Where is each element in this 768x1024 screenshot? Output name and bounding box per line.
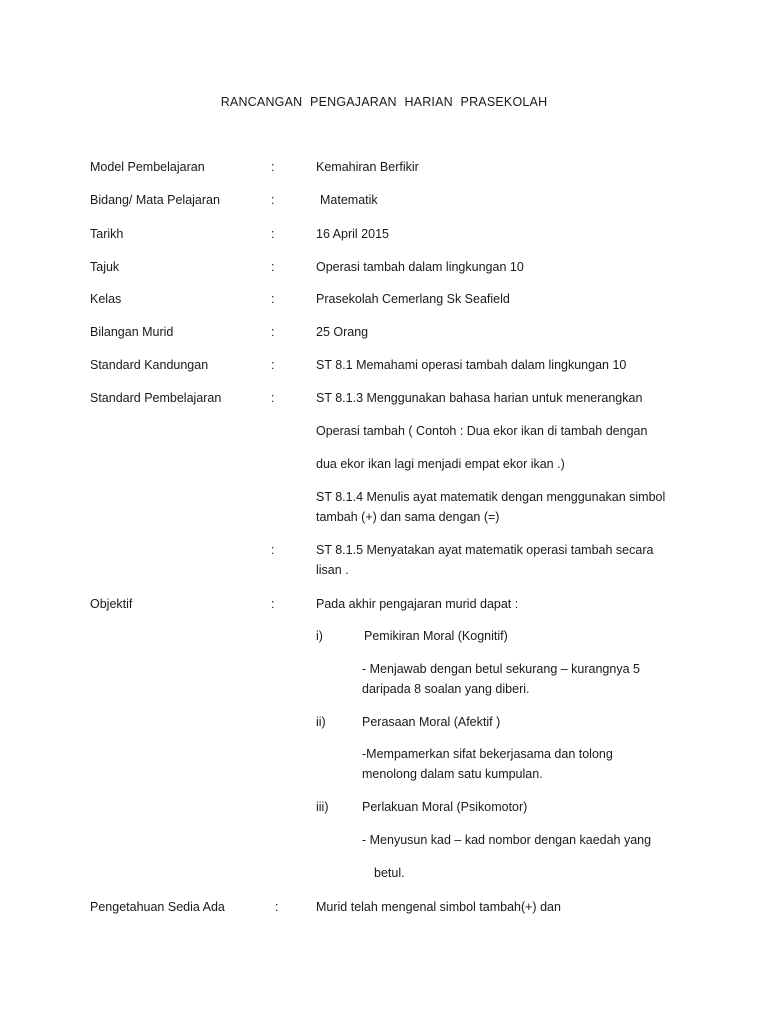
kelas-colon: : — [271, 292, 275, 306]
kelas-label: Kelas — [90, 292, 122, 306]
sp-line: ST 8.1.3 Menggunakan bahasa harian untuk menerangkan — [316, 391, 643, 405]
tarikh-colon: : — [271, 227, 275, 241]
sp-line: dua ekor ikan lagi menjadi empat ekor ikan .) — [316, 457, 565, 471]
standard-kandungan-colon: : — [271, 358, 275, 372]
objektif-item-line: menolong dalam satu kumpulan. — [362, 767, 543, 781]
sp-line: Operasi tambah ( Contoh : Dua ekor ikan di tambah dengan — [316, 424, 648, 438]
sp-line: lisan . — [316, 563, 349, 577]
sp-extra-colon: : — [271, 543, 275, 557]
sp-line: ST 8.1.4 Menulis ayat matematik dengan menggunakan simbol — [316, 490, 666, 504]
pengetahuan-value: Murid telah mengenal simbol tambah(+) dan — [316, 900, 561, 914]
standard-kandungan-value: ST 8.1 Memahami operasi tambah dalam lingkungan 10 — [316, 358, 627, 372]
objektif-item-line: -Mempamerkan sifat bekerjasama dan tolong — [362, 747, 613, 761]
bidang-colon: : — [271, 193, 275, 207]
objektif-item-number: ii) — [316, 715, 326, 729]
sp-line: ST 8.1.5 Menyatakan ayat matematik operasi tambah secara — [316, 543, 654, 557]
objektif-item-line: betul. — [374, 866, 405, 880]
bidang-value: Matematik — [320, 193, 378, 207]
bilangan-value: 25 Orang — [316, 325, 369, 339]
page-title: RANCANGAN PENGAJARAN HARIAN PRASEKOLAH — [220, 95, 548, 109]
sp-line: tambah (+) dan sama dengan (=) — [316, 510, 500, 524]
objektif-intro: Pada akhir pengajaran murid dapat : — [316, 597, 519, 611]
tarikh-label: Tarikh — [90, 227, 124, 241]
objektif-label: Objektif — [90, 597, 133, 611]
standard-pembelajaran-label: Standard Pembelajaran — [90, 391, 222, 405]
standard-pembelajaran-colon: : — [271, 391, 275, 405]
bidang-label: Bidang/ Mata Pelajaran — [90, 193, 220, 207]
bilangan-colon: : — [271, 325, 275, 339]
tajuk-label: Tajuk — [90, 260, 120, 274]
objektif-item-number: iii) — [316, 800, 329, 814]
objektif-item-heading: Perlakuan Moral (Psikomotor) — [362, 800, 528, 814]
model-value: Kemahiran Berfikir — [316, 160, 419, 174]
pengetahuan-colon: : — [275, 900, 279, 914]
tajuk-colon: : — [271, 260, 275, 274]
objektif-item-line: - Menyusun kad – kad nombor dengan kaedah yang — [362, 833, 652, 847]
objektif-item-number: i) — [316, 629, 323, 643]
model-colon: : — [271, 160, 275, 174]
tajuk-value: Operasi tambah dalam lingkungan 10 — [316, 260, 524, 274]
objektif-item-line: daripada 8 soalan yang diberi. — [362, 682, 530, 696]
objektif-colon: : — [271, 597, 275, 611]
objektif-item-heading: Perasaan Moral (Afektif ) — [362, 715, 501, 729]
objektif-item-line: - Menjawab dengan betul sekurang – kurangnya 5 — [362, 662, 640, 676]
standard-kandungan-label: Standard Kandungan — [90, 358, 209, 372]
kelas-value: Prasekolah Cemerlang Sk Seafield — [316, 292, 510, 306]
model-label: Model Pembelajaran — [90, 160, 205, 174]
bilangan-label: Bilangan Murid — [90, 325, 174, 339]
pengetahuan-label: Pengetahuan Sedia Ada — [90, 900, 225, 914]
objektif-item-heading: Pemikiran Moral (Kognitif) — [364, 629, 508, 643]
tarikh-value: 16 April 2015 — [316, 227, 389, 241]
